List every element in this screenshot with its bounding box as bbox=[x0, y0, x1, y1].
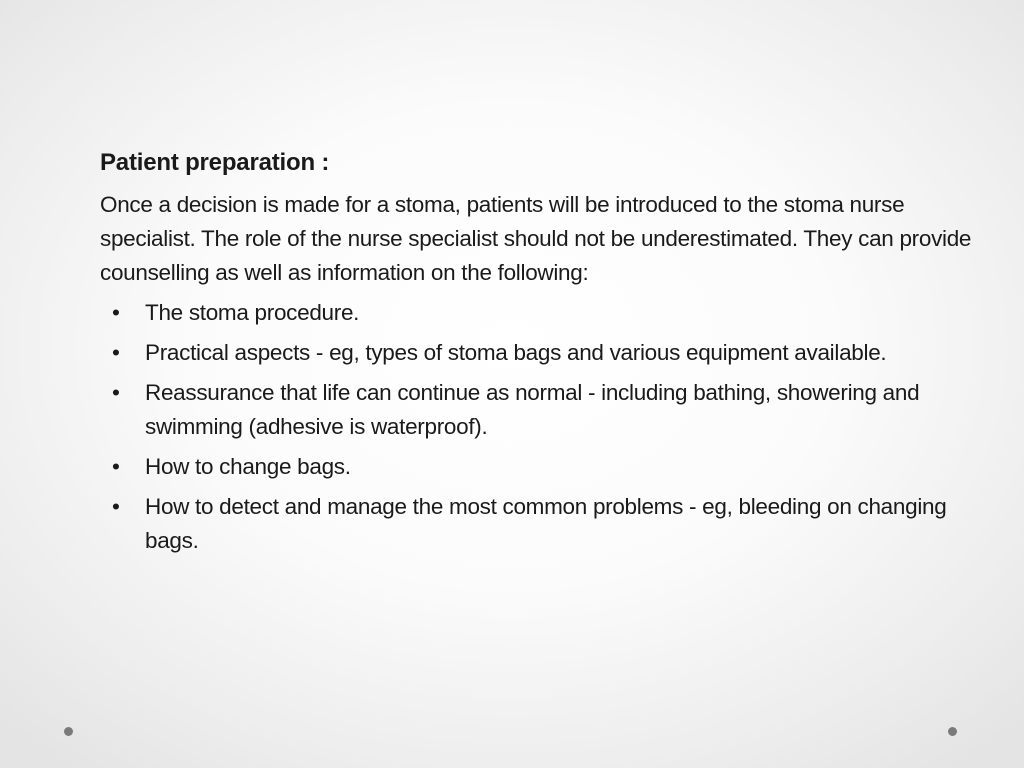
bullet-item bbox=[100, 296, 980, 330]
corner-dot-right-icon bbox=[948, 727, 957, 736]
bullet-icon: • bbox=[112, 454, 120, 479]
bullet-item bbox=[100, 376, 980, 444]
bullet-icon: • bbox=[112, 300, 120, 325]
bullet-text: How to change bags. bbox=[145, 454, 351, 479]
slide-content bbox=[100, 146, 980, 564]
intro-paragraph: Once a decision is made for a stoma, patients will be introduced to the stoma nurse specialist. The role of the nurse specialist should not be underestimated. They can provide counselling as well as information on the following: bbox=[100, 192, 972, 285]
bullet-icon: • bbox=[112, 340, 120, 365]
bullet-item bbox=[100, 450, 980, 484]
bullet-item bbox=[100, 490, 980, 558]
bullet-list bbox=[100, 296, 980, 558]
bullet-text: Reassurance that life can continue as normal - including bathing, showering and swimming (adhesive is waterproof). bbox=[145, 380, 920, 439]
slide-heading: Patient preparation : bbox=[100, 149, 330, 176]
bullet-icon: • bbox=[112, 494, 120, 519]
bullet-icon: • bbox=[112, 380, 120, 405]
bullet-item bbox=[100, 336, 980, 370]
bullet-text: The stoma procedure. bbox=[145, 300, 360, 325]
bullet-text: How to detect and manage the most common problems - eg, bleeding on changing bags. bbox=[145, 494, 947, 553]
corner-dot-left-icon bbox=[64, 727, 73, 736]
bullet-text: Practical aspects - eg, types of stoma bags and various equipment available. bbox=[145, 340, 887, 365]
